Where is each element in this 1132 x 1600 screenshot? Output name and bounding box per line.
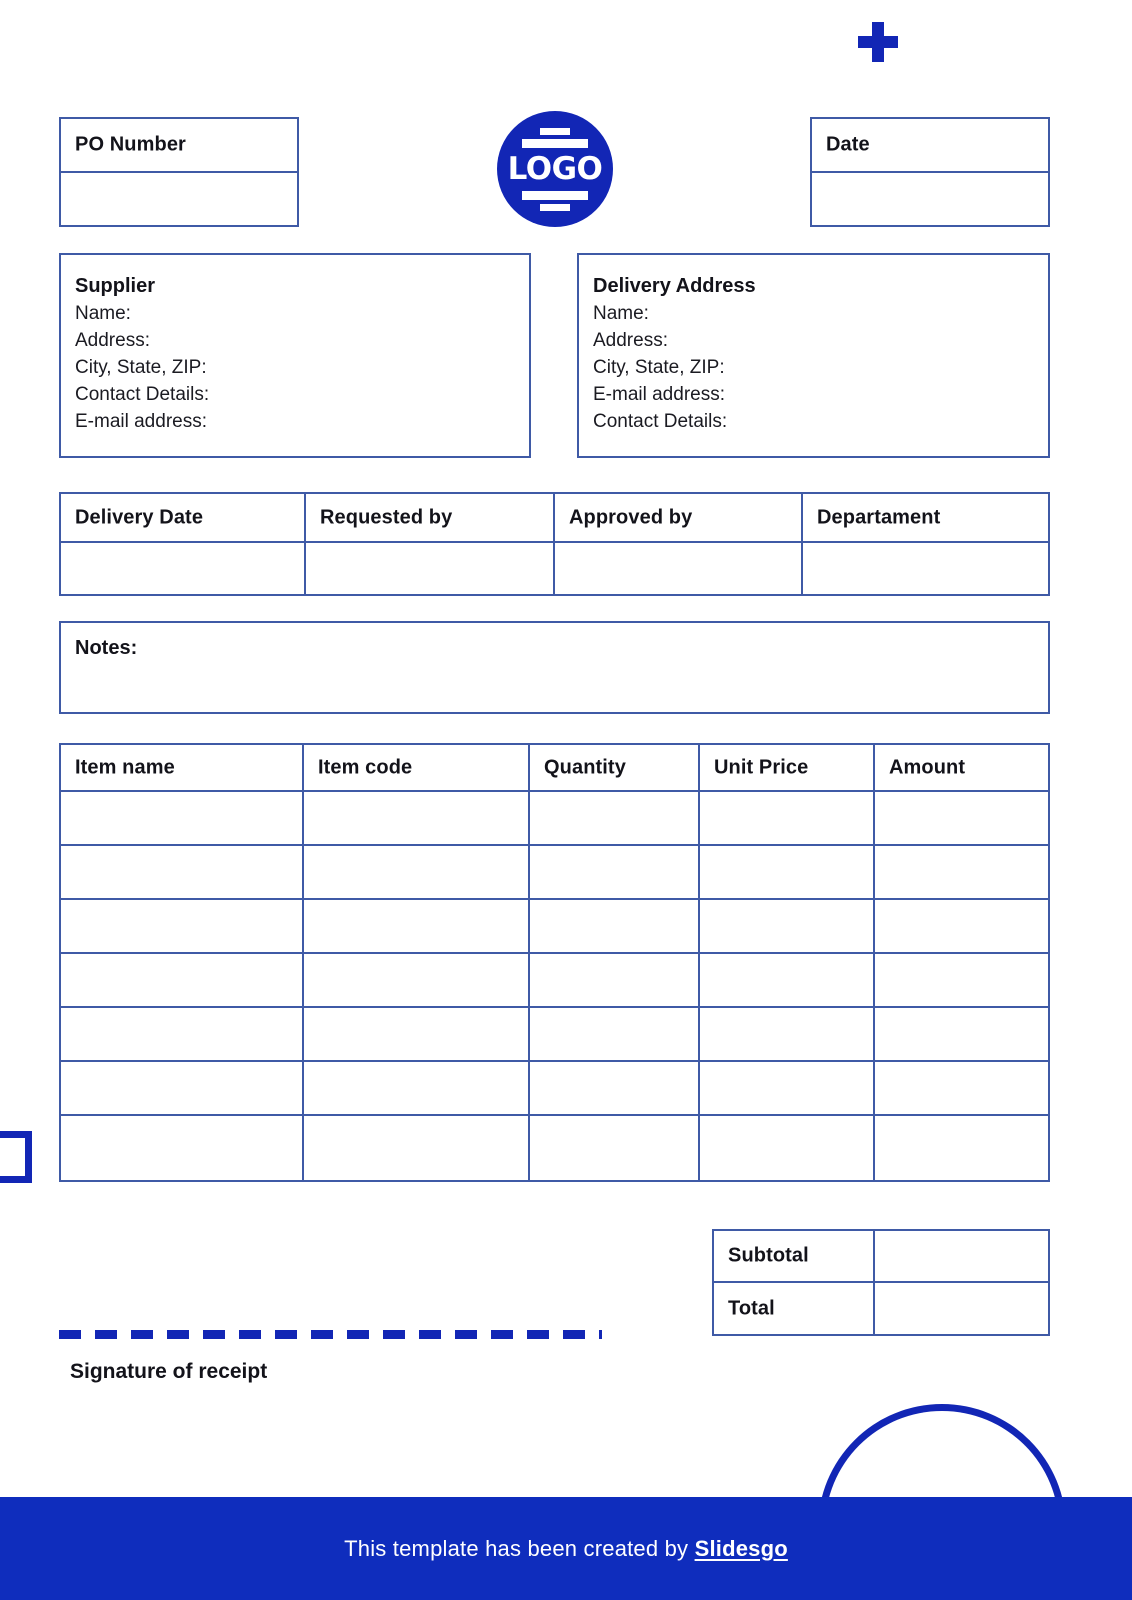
table-row[interactable] [873,1114,1050,1182]
signature-dashed-line [59,1330,602,1339]
table-row[interactable] [873,1060,1050,1116]
meta-value-requested-by[interactable] [304,541,555,596]
table-row[interactable] [698,844,875,900]
table-row[interactable] [59,1006,304,1062]
company-logo [497,111,613,227]
delivery-line-city-state-zip: City, State, ZIP: [593,357,725,379]
table-row[interactable] [59,790,304,846]
table-row[interactable] [59,952,304,1008]
table-row[interactable] [528,790,700,846]
delivery-line-name: Name: [593,303,649,325]
logo-bar-bottom-long [522,191,588,200]
supplier-line-address: Address: [75,330,150,352]
table-row[interactable] [698,1114,875,1182]
delivery-address-box[interactable] [577,253,1050,458]
date-label-box [810,117,1050,173]
meta-header-delivery-date [59,492,306,543]
logo-bar-top-short [540,128,570,135]
items-header-unit-price [698,743,875,792]
table-row[interactable] [698,898,875,954]
notes-label: Notes: [75,637,138,659]
meta-value-delivery-date[interactable] [59,541,306,596]
items-header-item-code [302,743,530,792]
table-row[interactable] [302,1006,530,1062]
table-row[interactable] [302,898,530,954]
po-number-input[interactable] [59,171,299,227]
table-row[interactable] [873,790,1050,846]
items-header-quantity [528,743,700,792]
subtotal-label: Subtotal [728,1244,809,1267]
items-header-item-name [59,743,304,792]
meta-header-departament-label: Departament [817,506,941,528]
logo-text: LOGO [507,150,603,187]
square-outline-decoration [0,1131,32,1183]
table-row[interactable] [302,1114,530,1182]
table-row[interactable] [528,844,700,900]
delivery-address-title: Delivery Address [593,275,756,297]
table-row[interactable] [302,844,530,900]
table-row[interactable] [528,952,700,1008]
meta-header-approved-by-label: Approved by [569,506,693,528]
total-label: Total [728,1297,775,1319]
table-row[interactable] [528,1060,700,1116]
table-row[interactable] [528,898,700,954]
items-header-amount [873,743,1050,792]
items-header-unit-price-label: Unit Price [714,756,809,778]
subtotal-value-cell[interactable] [873,1229,1050,1283]
table-row[interactable] [59,898,304,954]
supplier-line-contact-details: Contact Details: [75,384,210,406]
meta-header-delivery-date-label: Delivery Date [75,506,204,528]
supplier-line-city-state-zip: City, State, ZIP: [75,357,207,379]
meta-header-approved-by [553,492,803,543]
date-label: Date [826,133,870,156]
po-number-label: PO Number [75,133,186,156]
slidesgo-link[interactable]: Slidesgo [694,1535,788,1561]
delivery-line-address: Address: [593,330,668,352]
items-header-amount-label: Amount [889,756,966,778]
table-row[interactable] [698,1006,875,1062]
table-row[interactable] [873,844,1050,900]
items-header-item-name-label: Item name [75,756,175,778]
table-row[interactable] [59,844,304,900]
plus-icon [858,22,898,62]
items-header-quantity-label: Quantity [544,756,626,778]
supplier-box[interactable] [59,253,531,458]
date-input[interactable] [810,171,1050,227]
table-row[interactable] [302,790,530,846]
table-row[interactable] [59,1114,304,1182]
supplier-line-name: Name: [75,303,131,325]
table-row[interactable] [698,790,875,846]
supplier-line-email: E-mail address: [75,411,207,433]
delivery-line-email: E-mail address: [593,384,725,406]
meta-value-departament[interactable] [801,541,1050,596]
table-row[interactable] [698,952,875,1008]
footer-credit-text: This template has been created by [344,1535,695,1561]
table-row[interactable] [302,1060,530,1116]
table-row[interactable] [59,1060,304,1116]
items-header-item-code-label: Item code [318,756,413,778]
table-row[interactable] [698,1060,875,1116]
delivery-line-contact-details: Contact Details: [593,411,728,433]
table-row[interactable] [873,952,1050,1008]
table-row[interactable] [873,898,1050,954]
table-row[interactable] [528,1006,700,1062]
total-label-cell [712,1281,875,1336]
meta-header-requested-by [304,492,555,543]
table-row[interactable] [302,952,530,1008]
logo-bar-bottom-short [540,204,570,211]
subtotal-label-cell [712,1229,875,1283]
meta-header-requested-by-label: Requested by [320,506,453,528]
supplier-title: Supplier [75,275,156,297]
table-row[interactable] [873,1006,1050,1062]
total-value-cell[interactable] [873,1281,1050,1336]
meta-value-approved-by[interactable] [553,541,803,596]
footer-bar [0,1497,1132,1600]
footer-credit [344,1536,788,1562]
notes-box[interactable] [59,621,1050,714]
po-number-label-box [59,117,299,173]
table-row[interactable] [528,1114,700,1182]
meta-header-departament [801,492,1050,543]
signature-of-receipt-label: Signature of receipt [70,1360,268,1383]
logo-bar-top-long [522,139,588,148]
